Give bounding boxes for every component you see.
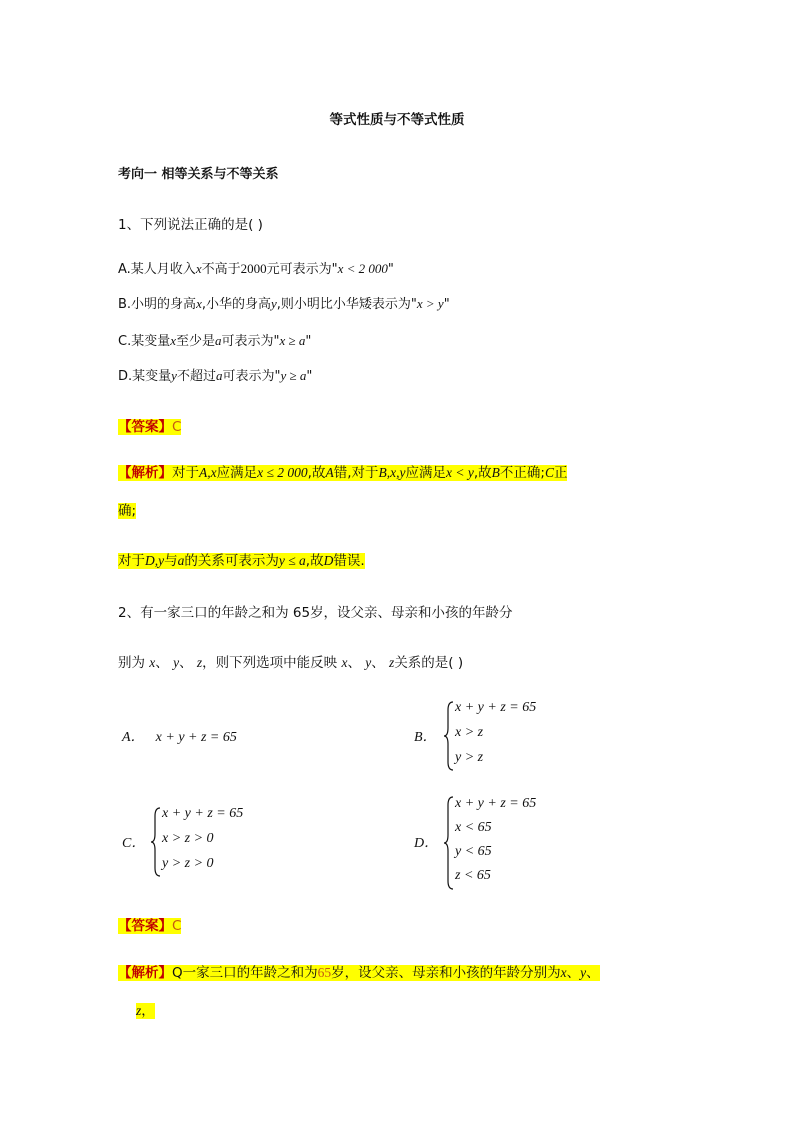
q2-analysis-var: z <box>136 1003 142 1018</box>
q1-analysis-text: 确; <box>118 503 137 519</box>
q2-stem-text: ，则下列选项中能反映 <box>202 655 338 671</box>
q1-analysis-math: C <box>544 465 554 480</box>
q1-option-d <box>118 365 312 384</box>
q1-analysis-math: D,y <box>145 553 165 568</box>
q1-option-b-quote: " <box>443 297 450 312</box>
q1-analysis-text: 对于 <box>172 465 199 481</box>
q1-analysis-text: 正 <box>553 465 568 481</box>
q1-option-b <box>118 293 450 312</box>
q1-analysis-text: 对于 <box>118 553 145 569</box>
q2-answer-label: 【答案】 <box>118 918 172 934</box>
page-title: 等式性质与不等式性质 <box>329 112 465 128</box>
q2-analysis-line2 <box>136 1000 155 1022</box>
q1-analysis-text: 错,对于 <box>333 465 379 481</box>
q1-option-d-text3: 可表示为" <box>222 369 281 384</box>
q2-stem-line1 <box>118 601 513 621</box>
q2-option-c-row: x + y + z = 65 <box>162 806 244 821</box>
q1-analysis-text: 不正确; <box>499 465 545 481</box>
q2-stem-var: y <box>365 655 372 670</box>
q1-analysis-text: 与 <box>164 553 178 569</box>
q1-option-a-text2: 不高于 <box>201 262 241 277</box>
q2-analysis-text: Q一家三口的年龄之和为 <box>172 965 318 981</box>
q1-analysis-text: ,故 <box>307 465 326 481</box>
q2-stem-sep: 、 <box>155 655 169 671</box>
q1-option-a-var: x <box>195 261 202 276</box>
q1-analysis-text: 应满足 <box>216 465 258 481</box>
q1-analysis-text: ,故 <box>473 465 492 481</box>
q1-analysis-math: D <box>323 553 334 568</box>
q1-stem: 1、下列说法正确的是( ) <box>118 217 263 233</box>
q2-option-b-row: x + y + z = 65 <box>455 700 537 715</box>
q2-stem-var: z <box>196 655 203 670</box>
q2-option-b-system <box>455 700 595 774</box>
q1-analysis-math: A <box>325 465 334 480</box>
q1-option-b-var1: x <box>196 296 202 311</box>
q1-option-c-text3: 可表示为" <box>221 334 280 349</box>
q1-option-a-num: 2000 <box>240 261 267 276</box>
q2-analysis-text: 岁，设父亲、母亲和小孩的年龄分别为 <box>331 965 561 981</box>
q2-option-a-label: A． <box>122 730 145 745</box>
q1-option-b-expr: x > y <box>416 296 444 311</box>
q1-option-a-text3: 元可表示为" <box>266 262 338 277</box>
q2-stem-var: z <box>389 655 395 670</box>
q2-stem-text: 岁，设父亲、母亲和小孩的年龄分 <box>310 605 513 621</box>
q1-option-d-expr: y ≥ a <box>280 368 307 383</box>
q1-option-c-quote: " <box>305 334 312 349</box>
q2-stem-var: y <box>173 655 180 670</box>
q2-option-d-row: x < 65 <box>455 820 492 835</box>
q2-stem-sep: 、 <box>347 655 361 671</box>
q2-stem-text: 关系的是( ) <box>394 655 464 671</box>
q2-analysis-label: 【解析】 <box>118 965 172 981</box>
q2-option-b-brace <box>443 700 455 772</box>
q1-analysis-text: ,故 <box>305 553 324 569</box>
q1-option-d-quote: " <box>306 369 313 384</box>
q2-stem-sep: 、 <box>371 655 385 671</box>
q1-analysis-math: x < y <box>445 465 474 480</box>
q1-analysis-math: B <box>491 465 500 480</box>
q1-option-c-text2: 至少是 <box>176 334 216 349</box>
q1-analysis-text: 的关系可表示为 <box>184 553 279 569</box>
q2-option-b-row: y > z <box>455 750 484 765</box>
q2-option-c-system <box>162 806 302 880</box>
q1-option-c-text: C.某变量 <box>118 334 171 349</box>
q2-option-b-label: B． <box>414 730 437 745</box>
q2-answer-value: C <box>172 918 182 934</box>
q2-option-a-expr: x + y + z = 65 <box>155 730 237 745</box>
q1-analysis-math: x ≤ 2 000 <box>257 465 308 480</box>
q2-analysis-var: x <box>560 965 567 980</box>
q2-option-d-row: z < 65 <box>455 868 491 883</box>
q2-option-b-row: x > z <box>455 725 484 740</box>
q1-answer <box>118 415 181 435</box>
q2-stem-text: 2、有一家三口的年龄之和为 65 <box>118 605 311 621</box>
q2-option-d-system <box>455 796 595 894</box>
q1-option-d-text2: 不超过 <box>176 369 216 384</box>
q1-option-b-text3: ,则小明比小华矮表示为" <box>276 297 417 312</box>
q1-analysis-line1 <box>118 462 567 484</box>
q2-option-d-row: x + y + z = 65 <box>455 796 537 811</box>
q2-answer <box>118 914 181 934</box>
q1-option-a <box>118 258 394 277</box>
q2-stem-sep: 、 <box>179 655 193 671</box>
q2-analysis-sep: 、 <box>566 965 581 981</box>
section-heading: 考向一 相等关系与不等关系 <box>118 167 279 182</box>
q2-analysis-number: 65 <box>317 965 332 980</box>
q1-analysis-text: 错误. <box>333 553 365 569</box>
q1-option-d-var2: a <box>215 368 223 383</box>
q1-option-c-var2: a <box>215 333 222 348</box>
q2-stem-var: x <box>341 655 348 670</box>
q2-stem-line2 <box>118 651 463 671</box>
q1-analysis-line3 <box>118 550 365 572</box>
q2-option-c-label: C． <box>122 836 146 851</box>
q1-option-a-text: A.某人月收入 <box>118 262 196 277</box>
q1-option-b-var2: y <box>270 296 277 311</box>
q2-option-c-brace <box>150 806 162 878</box>
q1-option-a-quote: " <box>387 262 394 277</box>
q1-analysis-math: B,x,y <box>378 465 406 480</box>
q1-analysis-text: 应满足 <box>405 465 446 481</box>
q1-option-b-text2: ,小华的身高 <box>201 297 271 312</box>
q1-option-c-var1: x <box>170 333 176 348</box>
q2-option-c-row: x > z > 0 <box>162 831 214 846</box>
q1-option-c <box>118 330 311 349</box>
q2-option-d-brace <box>443 795 455 891</box>
q2-option-d-row: y < 65 <box>455 844 492 859</box>
q1-analysis-label: 【解析】 <box>118 465 172 481</box>
q2-stem-var: x <box>149 655 156 670</box>
q1-answer-label: 【答案】 <box>118 419 172 435</box>
q1-option-d-var1: y <box>171 368 177 383</box>
q1-option-a-expr: x < 2 000 <box>337 261 388 276</box>
q1-option-c-expr: x ≥ a <box>279 333 306 348</box>
q1-analysis-math: A,x <box>199 465 217 480</box>
q1-option-b-text: B.小明的身高 <box>118 297 197 312</box>
q1-answer-value: C <box>172 419 182 435</box>
q2-option-d-label: D． <box>414 836 439 851</box>
q2-option-a <box>122 726 237 746</box>
q2-analysis-line1 <box>118 962 600 984</box>
q1-analysis-math: a <box>177 553 185 568</box>
q1-analysis-line2 <box>118 500 136 522</box>
q1-option-d-text: D.某变量 <box>118 369 172 384</box>
q1-analysis-math: y ≤ a <box>278 553 306 568</box>
q2-analysis-var: y <box>580 965 587 980</box>
q2-option-c-row: y > z > 0 <box>162 856 214 871</box>
q2-analysis-sep: ， <box>141 1003 155 1019</box>
q2-analysis-sep: 、 <box>586 965 600 981</box>
q2-stem-text: 别为 <box>118 655 145 671</box>
